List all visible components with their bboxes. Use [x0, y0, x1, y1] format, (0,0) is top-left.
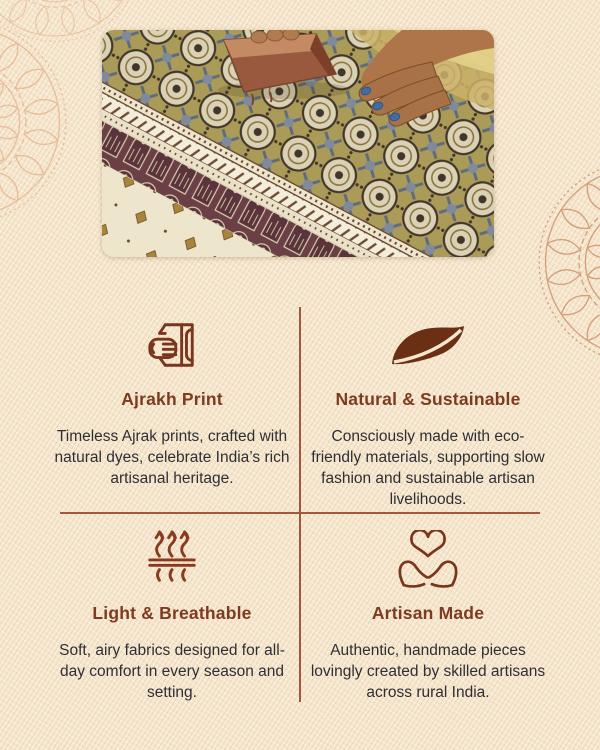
grid-divider-vertical [299, 307, 301, 702]
background-mandala-left [0, 17, 70, 227]
feature-title: Light & Breathable [92, 603, 252, 623]
breathability-airflow-icon [143, 529, 201, 589]
feature-card-natural-sustainable [300, 307, 556, 513]
leaf-icon [389, 315, 467, 375]
feature-description: Authentic, handmade pieces lovingly created by skilled artisans across rural India. [310, 642, 546, 701]
hero-photo-block-printing [102, 30, 494, 257]
feature-description: Soft, airy fabrics designed for all-day comfort in every season and setting. [59, 642, 285, 701]
feature-card-artisan-made [300, 513, 556, 703]
feature-title: Ajrakh Print [121, 389, 223, 409]
feature-title: Natural & Sustainable [335, 389, 521, 409]
feature-card-ajrakh-print [44, 307, 300, 513]
feature-description: Timeless Ajrak prints, crafted with natural dyes, celebrate India’s rich artisanal heritage. [54, 428, 290, 487]
feature-card-light-breathable [44, 513, 300, 703]
feature-title: Artisan Made [371, 603, 485, 623]
block-print-stamp-icon [145, 315, 199, 375]
feature-description: Consciously made with eco-friendly materials, supporting slow fashion and sustainable artisan livelihoods. [311, 428, 545, 508]
hands-holding-heart-icon [397, 529, 459, 589]
